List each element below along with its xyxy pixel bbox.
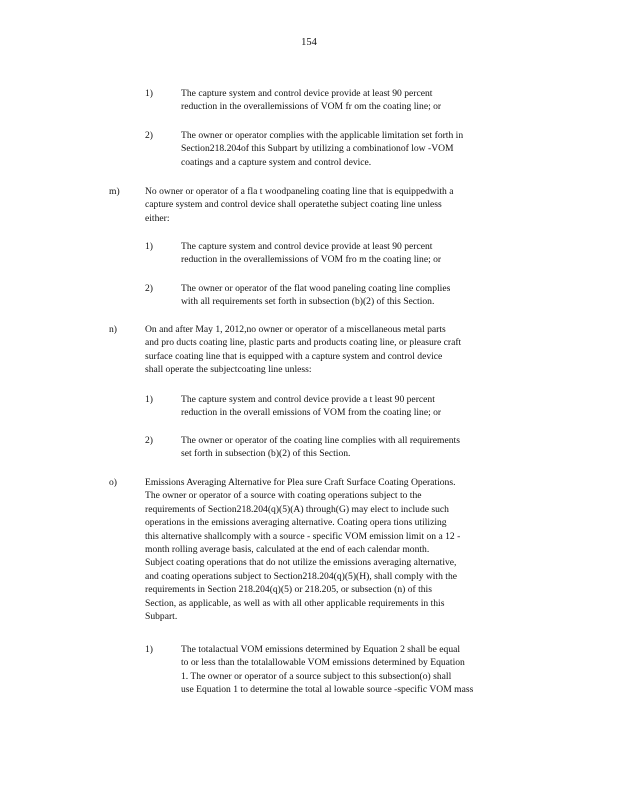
text-line: The capture system and control device provide a t least 90 percent xyxy=(181,394,435,405)
text-line: reduction in the overall emissions of VOM from the coating line; or xyxy=(181,407,442,419)
text-line: and pro ducts coating line, plastic parts and products coating line, or pleasure craft xyxy=(145,337,462,349)
text-line: The owner or operator of the flat wood paneling coating line complies xyxy=(181,283,451,294)
text-line: month rolling average basis, calculated at the end of each calendar month. xyxy=(145,544,430,556)
item-label: 1) xyxy=(145,644,153,655)
paragraph-l-2 xyxy=(181,129,463,169)
text-line: The capture system and control device provide at least 90 percent xyxy=(181,88,433,99)
item-label: 2) xyxy=(145,130,153,141)
text-line: coatings and a capture system and control device. xyxy=(181,156,372,168)
text-line: to or less than the totalallowable VOM emissions determined by Equation xyxy=(181,657,465,669)
text-line: reduction in the overallemissions of VOM fr om the coating line; or xyxy=(181,101,442,113)
text-line: shall operate the subjectcoating line unless: xyxy=(145,364,312,376)
text-line: Emissions Averaging Alternative for Plea sure Craft Surface Coating Operations. xyxy=(145,477,456,488)
text-line: requirements of Section218.204(q)(5)(A) through(G) may elect to include such xyxy=(145,503,449,515)
paragraph-m xyxy=(145,185,454,225)
text-line: No owner or operator of a fla t woodpaneling coating line that is equippedwith a xyxy=(145,186,454,197)
text-line: The owner or operator of the coating line complies with all requirements xyxy=(181,435,460,446)
text-line: surface coating line that is equipped with a capture system and control device xyxy=(145,350,443,362)
text-line: operations in the emissions averaging alternative. Coating opera tions utilizing xyxy=(145,517,447,529)
paragraph-m-2 xyxy=(181,282,450,309)
page-number: 154 xyxy=(301,37,317,48)
item-label: 1) xyxy=(145,394,153,405)
text-line: The capture system and control device provide at least 90 percent xyxy=(181,241,433,252)
text-line: Subpart. xyxy=(145,611,178,623)
text-line: reduction in the overallemissions of VOM fro m the coating line; or xyxy=(181,254,442,266)
item-label: 1) xyxy=(145,241,153,252)
text-line: The totalactual VOM emissions determined by Equation 2 shall be equal xyxy=(181,644,461,655)
item-label: 2) xyxy=(145,435,153,446)
section-label: m) xyxy=(109,186,120,197)
text-line: requirements in Section 218.204(q)(5) or 218.205, or subsection (n) of this xyxy=(145,584,432,596)
text-line: and coating operations subject to Section218.204(q)(5)(H), shall comply with the xyxy=(145,570,457,582)
text-line: Section218.204of this Subpart by utilizing a combinationof low -VOM xyxy=(181,143,454,155)
text-line: 1. The owner or operator of a source subject to this subsection(o) shall xyxy=(181,670,452,682)
section-label: o) xyxy=(109,477,117,488)
paragraph-n xyxy=(145,323,461,377)
paragraph-o xyxy=(145,476,460,623)
item-label: 1) xyxy=(145,88,153,99)
paragraph-o-1 xyxy=(181,643,473,697)
text-line: either: xyxy=(145,212,170,224)
paragraph-n-2 xyxy=(181,434,460,461)
text-line: Section, as applicable, as well as with all other applicable requirements in this xyxy=(145,597,445,609)
paragraph-l-1 xyxy=(181,87,441,114)
text-line: capture system and control device shall operatethe subject coating line unless xyxy=(145,199,442,211)
item-label: 2) xyxy=(145,283,153,294)
text-line: Subject coating operations that do not utilize the emissions averaging alternative, xyxy=(145,557,457,569)
text-line: The owner or operator of a source with coating operations subject to the xyxy=(145,490,422,502)
paragraph-n-1 xyxy=(181,393,441,420)
section-label: n) xyxy=(109,324,117,335)
text-line: with all requirements set forth in subsection (b)(2) of this Section. xyxy=(181,296,435,308)
paragraph-m-1 xyxy=(181,240,441,267)
text-line: The owner or operator complies with the applicable limitation set forth in xyxy=(181,130,464,141)
text-line: set forth in subsection (b)(2) of this Section. xyxy=(181,448,351,460)
text-line: use Equation 1 to determine the total al lowable source -specific VOM mass xyxy=(181,684,474,696)
text-line: On and after May 1, 2012,no owner or operator of a miscellaneous metal parts xyxy=(145,324,446,335)
text-line: this alternative shallcomply with a source - specific VOM emission limit on a 12 - xyxy=(145,530,461,542)
